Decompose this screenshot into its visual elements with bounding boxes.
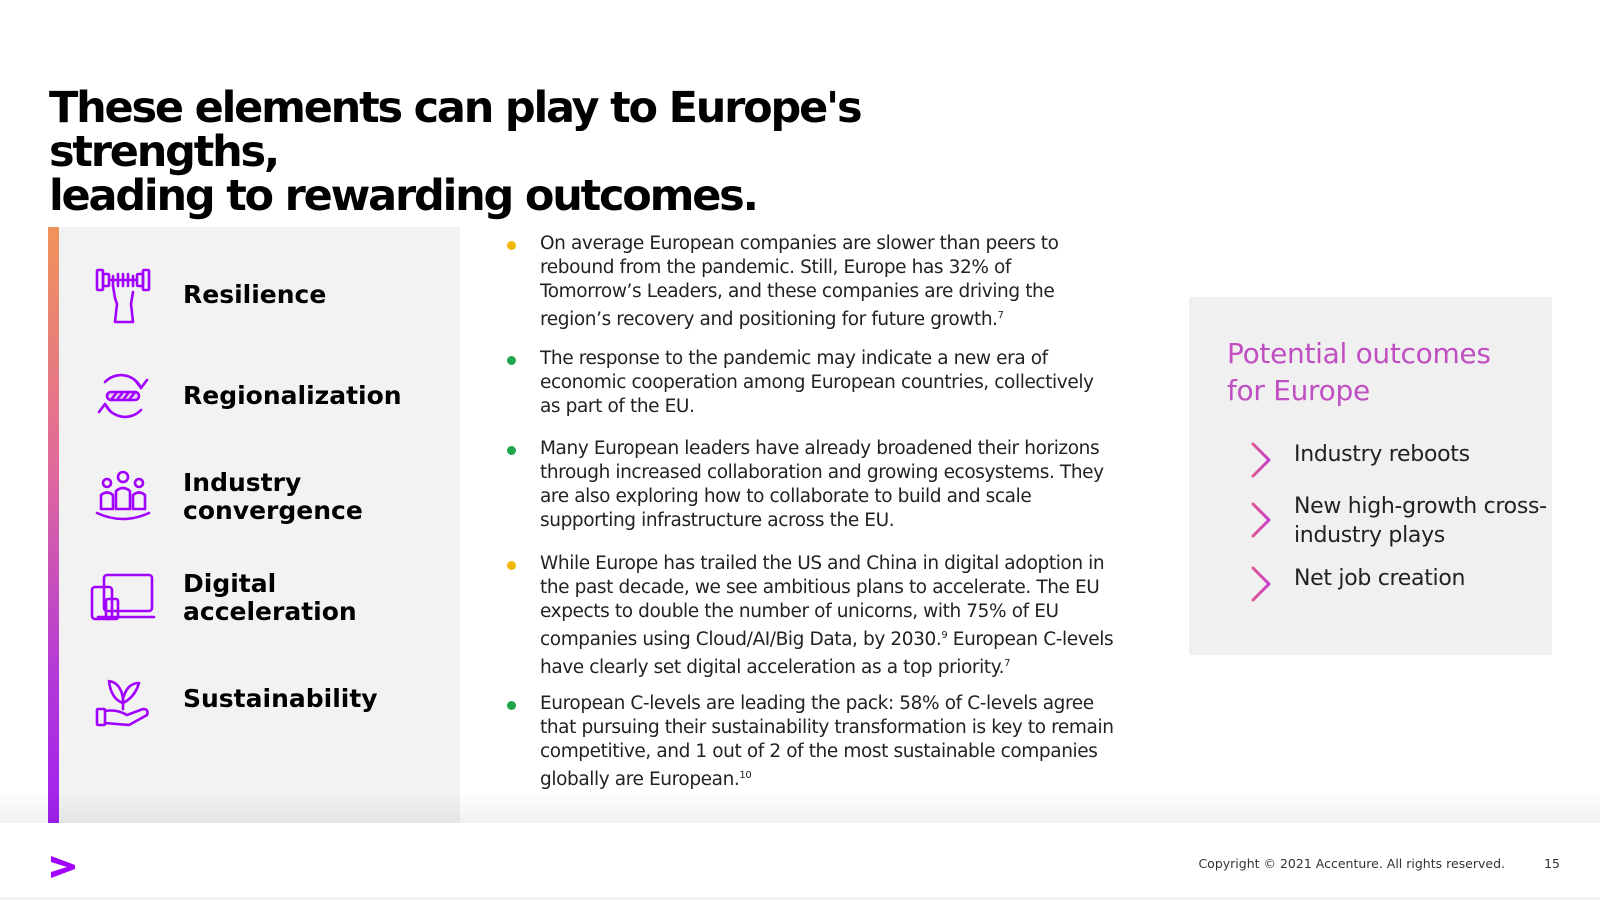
outcomes-box xyxy=(1189,297,1552,655)
title-line-2: leading to rewarding outcomes. xyxy=(49,171,757,221)
outcome-text: Industry reboots xyxy=(1294,442,1470,467)
element-label: Digital acceleration xyxy=(183,569,357,626)
copyright-text: Copyright © 2021 Accenture. All rights reserved. xyxy=(1198,856,1505,871)
outcome-text: New high-growth cross-industry plays xyxy=(1294,494,1547,548)
page-number: 15 xyxy=(1544,856,1560,871)
bullet-dot xyxy=(507,446,516,455)
bullet-text: The response to the pandemic may indicate a new era of economic cooperation among European countries, collectively as part of the EU. xyxy=(540,348,1094,417)
bullet-dot xyxy=(507,561,516,570)
bullet-text: European C-levels are leading the pack: 58% of C-levels agree that pursuing their sustainability transformation is key to remain competitive, and 1 out of 2 of the most sustainable companies globally are European.$^{10}$ xyxy=(540,693,1114,791)
accent-gradient-bar xyxy=(48,227,59,823)
title-line-1: These elements can play to Europe's strengths, xyxy=(49,83,861,177)
bullet-text: While Europe has trailed the US and China in digital adoption in the past decade, we see ambitious plans to accelerate. The EU expects to double the number of unicorns, with 75% of EU companies using Cloud/AI/Big Data, by 2030.$^9$ European C-levels have clearly set digital acceleration as a top priority.$^7$ xyxy=(540,553,1114,679)
outcome-item xyxy=(1227,492,1547,552)
resilience-icon xyxy=(88,260,158,330)
outcome-text: Net job creation xyxy=(1294,566,1466,591)
bullet-text: Many European leaders have already broadened their horizons through increased collaboration and growing ecosystems. They are also exploring how to collaborate to build and scale supporting infrastructure across the EU. xyxy=(540,438,1104,531)
regionalization-icon xyxy=(88,361,158,431)
element-label: Sustainability xyxy=(183,684,378,713)
accenture-logo-icon xyxy=(49,853,77,881)
element-label: Regionalization xyxy=(183,381,402,410)
bullet-dot xyxy=(507,241,516,250)
arrow-right-icon xyxy=(1227,440,1275,480)
element-digital-acceleration xyxy=(88,563,448,633)
digital-acceleration-icon xyxy=(88,563,158,633)
arrow-right-icon xyxy=(1227,564,1275,604)
arrow-right-icon xyxy=(1227,500,1275,540)
outcomes-heading: Potential outcomes for Europe xyxy=(1227,337,1491,407)
element-sustainability xyxy=(88,664,448,734)
element-resilience xyxy=(88,260,448,330)
bullet-dot xyxy=(507,701,516,710)
bullet-text: On average European companies are slower than peers to rebound from the pandemic. Still, Europe has 32% of Tomorrow’s Leaders, and these companies are driving the region’s recovery and positioning for future growth.$^7$ xyxy=(540,233,1059,331)
element-regionalization xyxy=(88,361,448,431)
footer-shadow xyxy=(0,790,1600,825)
element-label: Industry convergence xyxy=(183,468,363,525)
element-label: Resilience xyxy=(183,280,327,309)
industry-convergence-icon xyxy=(88,462,158,532)
bullet-dot xyxy=(507,356,516,365)
sustainability-icon xyxy=(88,664,158,734)
page-title xyxy=(49,83,1049,221)
element-industry-convergence xyxy=(88,462,448,532)
